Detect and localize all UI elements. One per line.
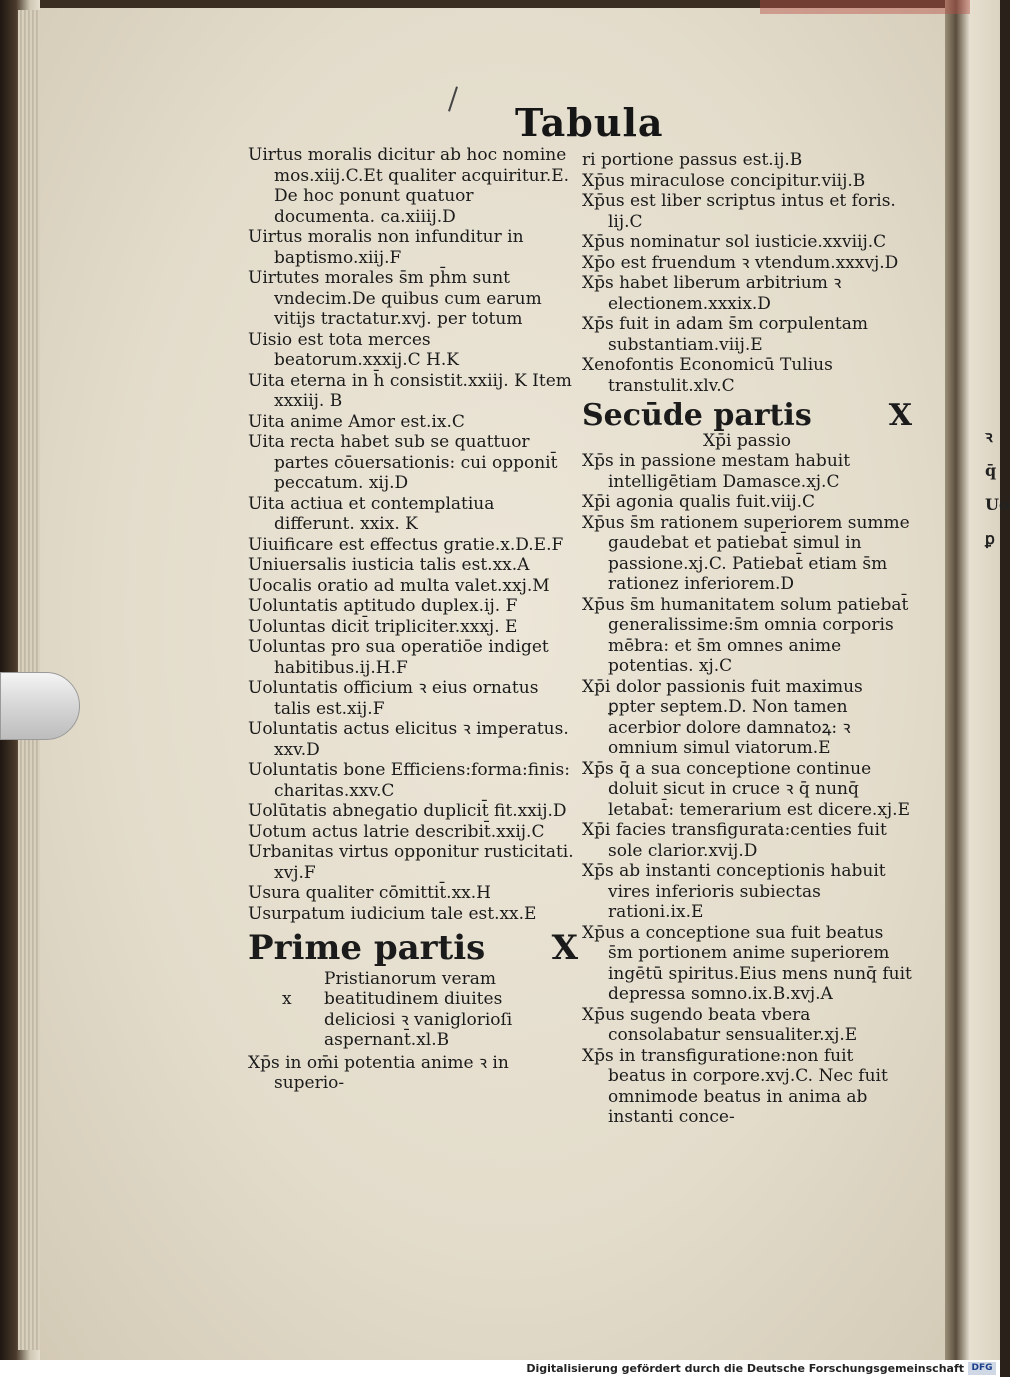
- index-entry: Uita recta habet sub se quattuor partes cōuersationis: cui opponit̄ peccatum. xij.D: [248, 432, 558, 493]
- index-entry: Uirtus moralis dicitur ab hoc nomine mos.xiij.C.Et qualiter acquiritur.E. De hoc ponunt quatuor documenta. ca.xiiij.D: [248, 145, 570, 227]
- left-column: [248, 145, 578, 1094]
- section-heading-title: Prime partis: [248, 928, 486, 968]
- page-title: Tabula: [515, 100, 664, 145]
- right-column: [582, 150, 912, 1128]
- index-entry: Xp̄us est liber scriptus intus et foris. lij.C: [582, 191, 896, 232]
- index-entry: Xp̄s in om̄i potentia anime ꝛ in superio-: [248, 1052, 509, 1093]
- dfg-logo: DFG: [968, 1362, 996, 1375]
- index-entry: Uisio est tota merces beatorum.xxxij.C H.K: [248, 329, 459, 370]
- index-entry: Uoluntatis bone Efficiens:forma:finis: charitas.xxv.C: [248, 760, 570, 801]
- index-entry: Xp̄i agonia qualis fuit.viij.C: [582, 492, 816, 512]
- index-entry: Uirtus moralis non infunditur in baptismo.xiij.F: [248, 227, 524, 268]
- index-entry: Uoluntatis actus elicitus ꝛ imperatus. xxv.D: [248, 719, 569, 760]
- index-entry: Xp̄s fuit in adam s̄m corpulentam substantiam.viij.E: [582, 314, 868, 355]
- index-entry: Uoluntatis officium ꝛ eius ornatus talis est.xij.F: [248, 678, 539, 719]
- index-entry: Uoluntatis aptitudo duplex.ij. F: [248, 596, 518, 616]
- index-entry: Xp̄us nominatur sol iusticie.xxviij.C: [582, 232, 887, 252]
- index-entry-initial: [248, 969, 578, 1051]
- index-entry: Uirtutes morales s̄m ph̄m sunt vndecim.De quibus cum earum vitijs tractatur.xvj. per totum: [248, 268, 542, 329]
- index-entry: Xp̄s in transfiguratione:non fuit beatus in corpore.xvj.C. Nec fuit omnimode beatus in anima ab instanti conce-: [582, 1045, 888, 1127]
- index-entry: Uita anime Amor est.ix.C: [248, 411, 465, 432]
- index-entry: Xp̄us miraculose concipitur.viij.B: [582, 170, 866, 191]
- index-entry: Usurpatum iudicium tale est.xx.E: [248, 903, 537, 924]
- index-entry: Urbanitas virtus opponitur rusticitati. xvj.F: [248, 842, 574, 883]
- index-entry: Uoluntas dicit̄ tripliciter.xxxj. E: [248, 616, 518, 637]
- top-edge-color: [760, 0, 970, 14]
- index-entry: Uita eterna in h̄ consistit.xxiij. K Item xxxiij. B: [248, 370, 572, 411]
- index-entry: Xp̄i dolor passionis fuit maximus ꝑpter septem.D. Non tamen acerbior dolore damnatoꝝ: ꝛ omnium simul viatorum.E: [582, 676, 863, 758]
- index-entry: Xp̄us a conceptione sua fuit beatus s̄m portionem anime superiorem ingētū spiritus.Eius mens nunq̄ fuit depressa somno.ix.B.xvj.A: [582, 922, 912, 1004]
- index-entry: Uocalis oratio ad multa valet.xxj.M: [248, 575, 550, 596]
- index-entry: Uniuersalis iusticia talis est.xx.A: [248, 555, 530, 575]
- index-entry: Xp̄us s̄m rationem superiorem summe gaudebat et patiebat̄ simul in passione.xj.C. Patiebat̄ etiam s̄m rationez inferiorem.D: [582, 512, 910, 594]
- index-entry: ri portione passus est.ij.B: [582, 150, 803, 170]
- index-entry: Xp̄o est fruendum ꝛ vtendum.xxxvj.D: [582, 252, 899, 273]
- page-tab-marker: [0, 672, 80, 740]
- index-entry: Xp̄us sugendo beata vbera consolabatur sensualiter.xj.E: [582, 1004, 858, 1045]
- section-heading-letter: X: [888, 398, 912, 433]
- index-entry: Xp̄s ab instanti conceptionis habuit vires inferioris subiectas rationi.ix.E: [582, 861, 886, 922]
- index-entry: Uita actiua et contemplatiua differunt. xxix. K: [248, 493, 495, 534]
- section-subheading: Xp̄i passio: [703, 430, 791, 451]
- section-heading-letter: X: [551, 928, 578, 968]
- index-entry: Uiuificare est effectus gratie.x.D.E.F: [248, 534, 564, 555]
- footer-text: Digitalisierung gefördert durch die Deutsche Forschungsgemeinschaft: [526, 1362, 964, 1375]
- index-entry: Xenofontis Economicū Tulius transtulit.xlv.C: [582, 355, 833, 396]
- section-heading-prime: [248, 928, 578, 968]
- index-entry: Usura qualiter cōmittit̄.xx.H: [248, 883, 491, 903]
- attribution-footer: [0, 1360, 1000, 1377]
- index-entry: Uotum actus latrie describit̄.xxij.C: [248, 821, 545, 842]
- index-entry: Xp̄s habet liberum arbitrium ꝛ electionem.xxxix.D: [582, 273, 842, 314]
- index-entry: Uolūtatis abnegatio duplicit̄ fit.xxij.D: [248, 801, 567, 821]
- index-entry: Uoluntas pro sua operatiōe indiget habitibus.ij.H.F: [248, 637, 549, 678]
- next-page-edge-text: ꝛ q̄ Uo ꝑ: [985, 427, 1010, 548]
- index-entry: Xp̄us s̄m humanitatem solum patiebat̄ generalissime:s̄m omnia corporis mēbra: et s̄m omnes anime potentias. xj.C: [582, 594, 909, 676]
- section-heading-secunde: [582, 398, 912, 433]
- section-heading-title: Secūde partis: [582, 398, 812, 433]
- index-entry: Xp̄i facies transfigurata:centies fuit sole clarior.xvij.D: [582, 820, 887, 861]
- index-entry: Xp̄s in passione mestam habuit intelligētiam Damasce.xj.C: [582, 451, 851, 492]
- entry-text: Pristianorum veram beatitudinem diuites deliciosi ꝛ vaniglorioſi aspernant̄.xl.B: [324, 968, 513, 1050]
- index-entry: Xp̄s q̄ a sua conceptione continue doluit sicut in cruce ꝛ q̄ nunq̄ letabat̄: temerarium est dicere.xj.E: [582, 758, 910, 820]
- entry-letter-mark: x: [282, 988, 292, 1009]
